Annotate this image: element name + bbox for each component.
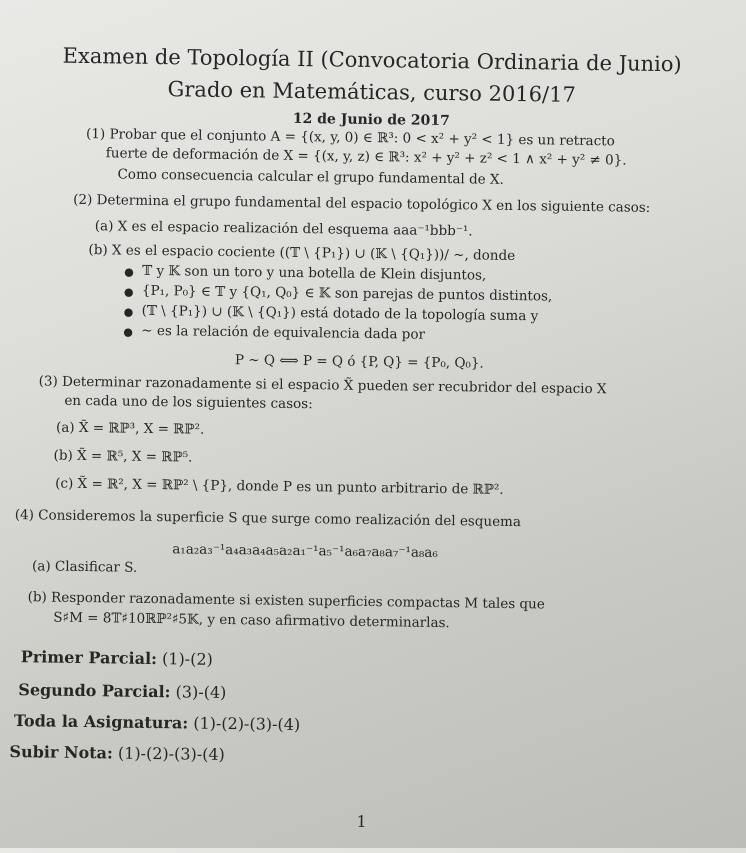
problem2-item-b: (b) X es el espacio cociente ((𝕋 \ {P₁}) ∪ (𝕂 \ {Q₁}))/ ∼, donde	[88, 242, 516, 265]
grading-row	[21, 647, 213, 669]
bullet-icon: ●	[124, 265, 134, 279]
problem1-line3: Como consecuencia calcular el grupo fundamental de X.	[117, 166, 504, 188]
problem1-line1: (1) Probar que el conjunto A = {(x, y, 0) ∈ ℝ³: 0 < x² + y² < 1} es un retracto	[85, 126, 615, 150]
problem2-bullet-4: ∼ es la relación de equivalencia dada por	[141, 322, 426, 343]
grading-row	[18, 680, 226, 702]
bullet-icon: ●	[123, 305, 134, 319]
problem2-bullet-3: (𝕋 \ {P₁}) ∪ (𝕂 \ {Q₁}) está dotado de la topología suma y	[141, 302, 539, 325]
grading-row	[14, 711, 301, 734]
grading-label: Subir Nota:	[9, 741, 114, 763]
grading-value: (1)-(2)-(3)-(4)	[193, 713, 301, 735]
problem4-intro: (4) Consideremos la superficie S que surge como realización del esquema	[14, 507, 522, 531]
problem3-item-a: (a) X̃ = ℝℙ³, X = ℝℙ².	[55, 419, 205, 438]
grading-label: Primer Parcial:	[20, 647, 158, 669]
problem4-item-a: (a) Clasificar S.	[31, 558, 138, 576]
grading-value: (3)-(4)	[175, 682, 227, 703]
problem3-intro-2: en cada uno de los siguientes casos:	[64, 392, 313, 413]
problem4-item-b-line1: (b) Responder razonadamente si existen superficies compactas M tales que	[27, 589, 545, 613]
problem2-bullet-1: 𝕋 y 𝕂 son un toro y una botella de Klein disjuntos,	[142, 262, 487, 284]
exam-title: Examen de Topología II (Convocatoria Ordinaria de Junio)	[62, 43, 682, 77]
problem4-item-b-line2: S♯M = 8𝕋♯10ℝℙ²♯5𝕂, y en caso afirmativo determinarlas.	[53, 609, 450, 632]
problem4-scheme: a₁a₂a₃⁻¹a₄a₃a₄a₅a₂a₁⁻¹a₅⁻¹a₆a₇a₈a₇⁻¹a₈a₆	[172, 541, 438, 561]
grading-row	[9, 742, 225, 764]
problem2-relation: P ∼ Q ⟺ P = Q ó {P, Q} = {P₀, Q₀}.	[234, 352, 484, 372]
grading-label: Segundo Parcial:	[18, 680, 171, 702]
page-number: 1	[356, 811, 367, 831]
exam-subtitle: Grado en Matemáticas, curso 2016/17	[167, 77, 577, 107]
problem2-bullet-2: {P₁, P₀} ∈ 𝕋 y {Q₁, Q₀} ∈ 𝕂 son parejas de puntos distintos,	[141, 282, 553, 305]
bullet-icon: ●	[123, 325, 134, 339]
problem1-line2: fuerte de deformación de X = {(x, y, z) ∈ ℝ³: x² + y² + z² < 1 ∧ x² + y² ≠ 0}.	[105, 145, 627, 169]
grading-value: (1)-(2)	[161, 649, 213, 669]
problem3-item-c: (c) X̃ = ℝ², X = ℝℙ² \ {P}, donde P es un punto arbitrario de ℝℙ².	[55, 475, 504, 498]
bullet-icon: ●	[123, 285, 134, 299]
problem2-intro: (2) Determina el grupo fundamental del espacio topológico X en los siguiente casos:	[73, 191, 651, 216]
problem3-intro-1: (3) Determinar razonadamente si el espacio X̃ pueden ser recubridor del espacio X	[38, 373, 607, 398]
exam-date: 12 de Junio de 2017	[292, 110, 450, 130]
grading-value: (1)-(2)-(3)-(4)	[117, 743, 225, 765]
grading-label: Toda la Asignatura:	[13, 711, 189, 733]
problem3-item-b: (b) X̃ = ℝ⁵, X = ℝℙ⁵.	[53, 447, 193, 466]
problem2-item-a: (a) X es el espacio realización del esquema aaa⁻¹bbb⁻¹.	[94, 218, 473, 240]
